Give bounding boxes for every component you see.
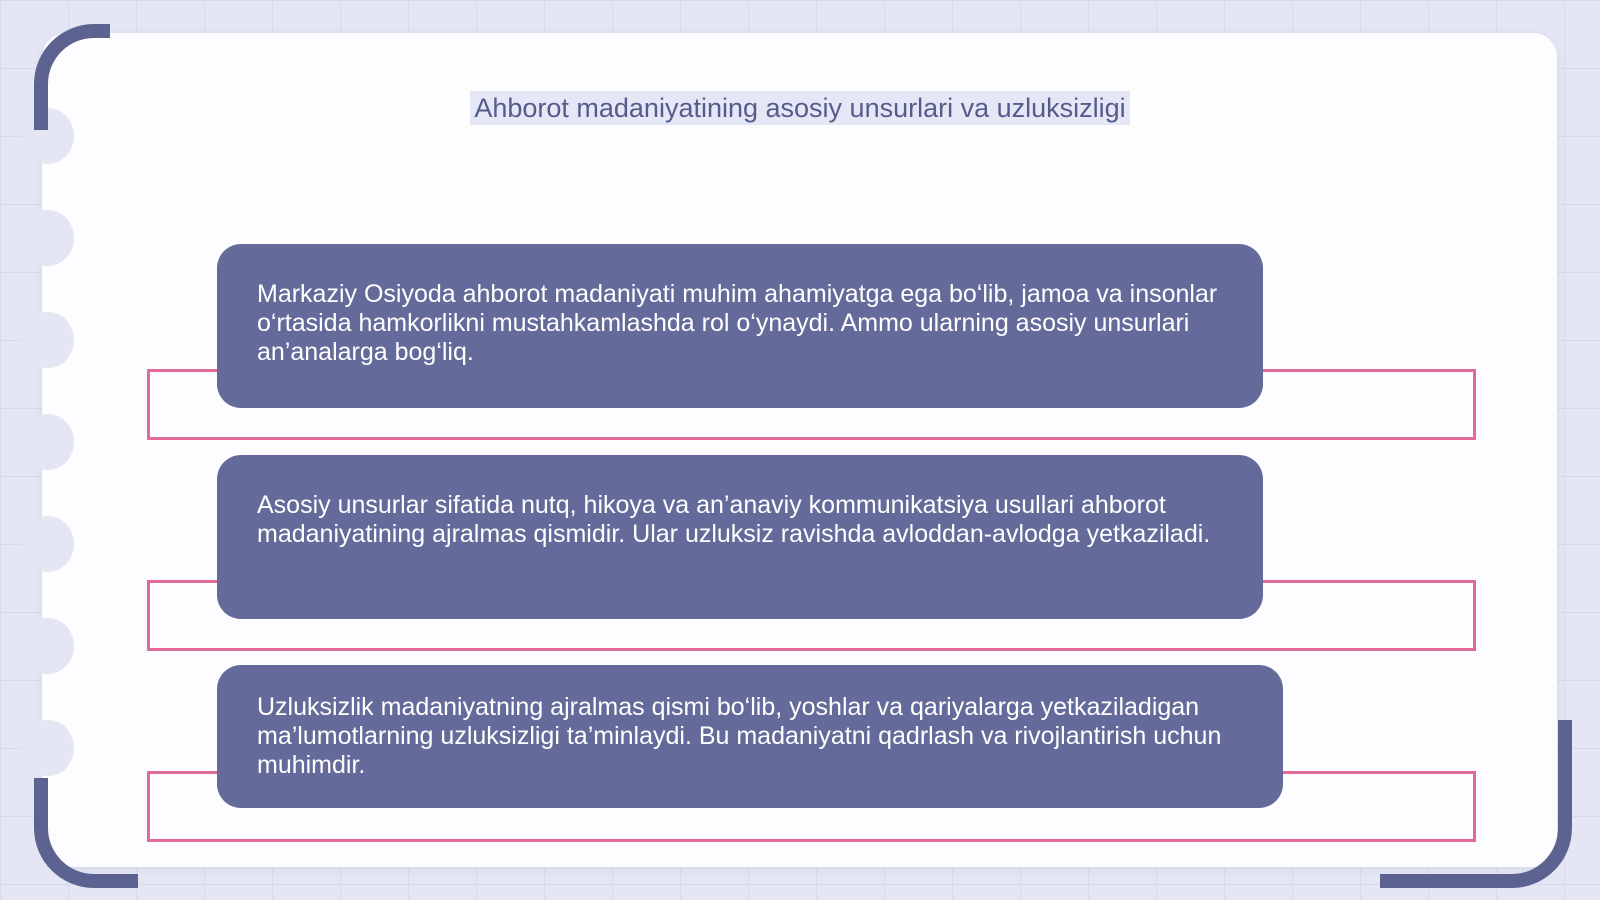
scallop-decoration [22, 720, 74, 776]
content-card-3 [217, 665, 1283, 808]
content-card-2 [217, 455, 1263, 619]
content-card-text: Asosiy unsurlar sifatida nutq, hikoya va an’anaviy kommunikatsiya usullari ahborot madaniyatining ajralmas qismidir. Ular uzluksiz ravishda avloddan-avlodga yetkaziladi. [257, 491, 1211, 548]
scallop-decoration [22, 414, 74, 470]
content-card-1 [217, 244, 1263, 408]
content-card-text: Markaziy Osiyoda ahborot madaniyati muhim ahamiyatga ega bo‘lib, jamoa va insonlar o‘rtasida hamkorlikni mustahkamlashda rol o‘ynaydi. Ammo ularning asosiy unsurlari an’analarga bog‘liq. [257, 280, 1218, 366]
scallop-decoration [22, 618, 74, 674]
content-card-text: Uzluksizlik madaniyatning ajralmas qismi bo‘lib, yoshlar va qariyalarga yetkaziladigan ma’lumotlarning uzluksizligi ta’minlaydi. Bu madaniyatni qadrlash va rivojlantirish uchun muhimdir. [257, 693, 1222, 779]
scallop-decoration [22, 312, 74, 368]
slide-title [0, 93, 1600, 124]
corner-bracket-bottom-left [34, 778, 138, 888]
scallop-decoration [22, 516, 74, 572]
scallop-decoration [22, 210, 74, 266]
slide-title-text: Ahborot madaniyatining asosiy unsurlari va uzluksizligi [470, 91, 1129, 125]
